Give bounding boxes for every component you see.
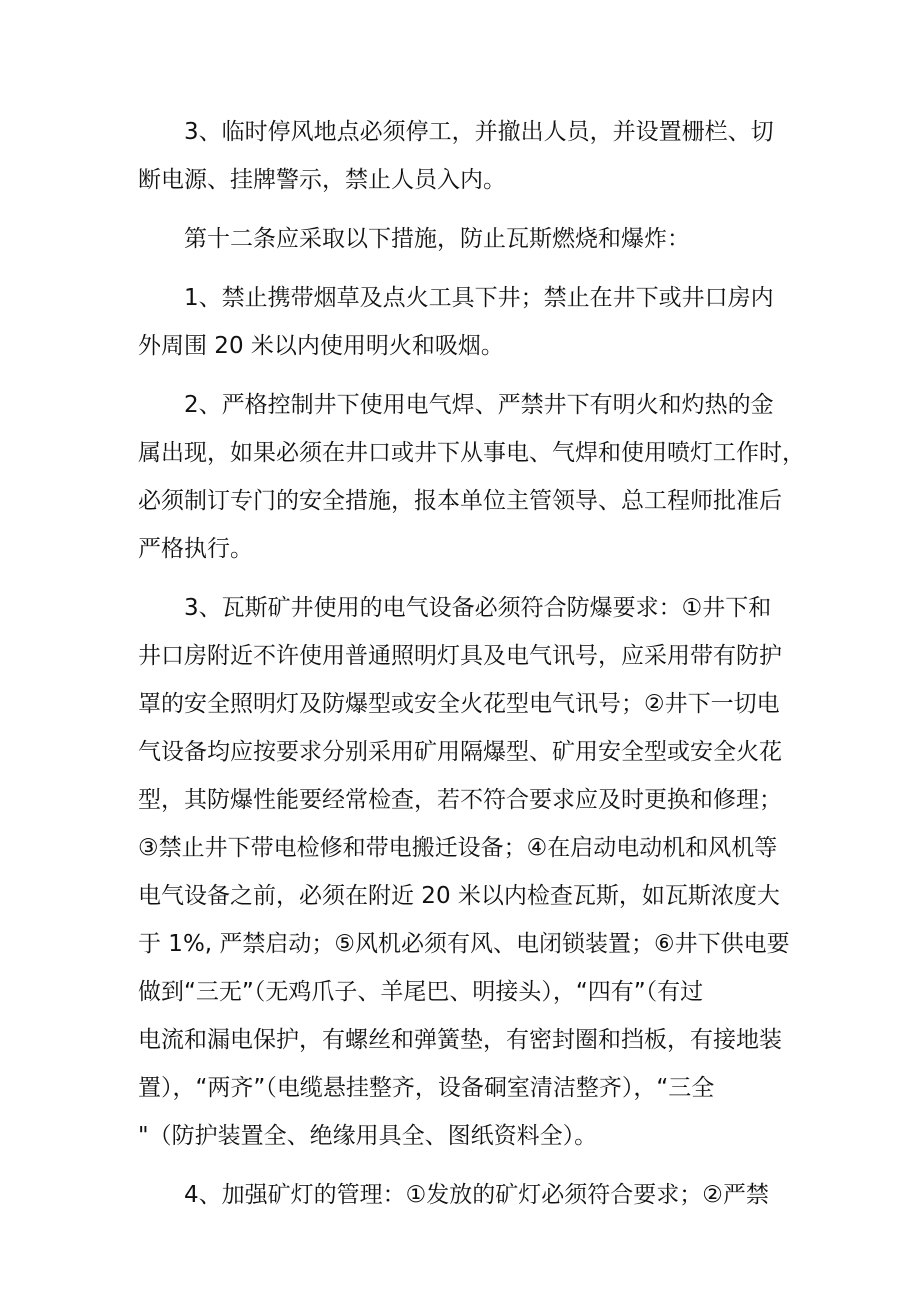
- paragraph-item-3-temporary-ventilation-stop: [138, 108, 784, 204]
- paragraph-line: 于 1%, 严禁启动；⑤风机必须有风、电闭锁装置；⑥井下供电要: [138, 931, 790, 957]
- paragraph-gap: [138, 1160, 784, 1171]
- paragraph-line: 气设备均应按要求分别采用矿用隔爆型、矿用安全型或安全火花: [138, 739, 782, 765]
- paragraph-first-line: 1、禁止携带烟草及点火工具下井；禁止在井下或井口房内: [184, 285, 774, 311]
- paragraph-line: 必须制订专门的安全措施，报本单位主管领导、总工程师批准后: [138, 488, 782, 514]
- paragraph-first-line: 4、加强矿灯的管理：①发放的矿灯必须符合要求；②严禁: [184, 1182, 769, 1208]
- paragraph-item-4-lamp-management: [138, 1171, 784, 1219]
- paragraph-first-line: 2、严格控制井下使用电气焊、严禁井下有明火和灼热的金: [184, 392, 774, 418]
- document-body: [138, 108, 805, 1219]
- paragraph-first-line: 3、临时停风地点必须停工，并撤出人员，并设置栅栏、切: [184, 119, 774, 145]
- paragraph-article-12-heading: [138, 215, 784, 263]
- paragraph-gap: [138, 263, 784, 274]
- paragraph-item-1-no-smoking: [138, 274, 784, 370]
- paragraph-gap: [138, 573, 784, 584]
- paragraph-line: 置），“两齐”（电缆悬挂整齐，设备硐室清洁整齐），“三全: [138, 1075, 715, 1101]
- paragraph-line: 型，其防爆性能要经常检查，若不符合要求应及时更换和修理；: [138, 787, 782, 813]
- paragraph-line: 属出现，如果必须在井口或井下从事电、气焊和使用喷灯工作时，: [138, 440, 805, 466]
- paragraph-first-line: 3、瓦斯矿井使用的电气设备必须符合防爆要求：①井下和: [184, 595, 772, 621]
- paragraph-gap: [138, 370, 784, 381]
- paragraph-gap: [138, 204, 784, 215]
- paragraph-line: 电流和漏电保护，有螺丝和弹簧垫，有密封圈和挡板，有接地装: [138, 1027, 782, 1053]
- paragraph-line: 电气设备之前，必须在附近 20 米以内检查瓦斯，如瓦斯浓度大: [138, 883, 780, 909]
- paragraph-line: 严格执行。: [138, 536, 253, 562]
- paragraph-first-line: 第十二条应采取以下措施，防止瓦斯燃烧和爆炸：: [184, 226, 690, 252]
- paragraph-line: 做到“三无”（无鸡爪子、羊尾巴、明接头），“四有”（有过: [138, 979, 704, 1005]
- paragraph-line: "（防护装置全、绝缘用具全、图纸资料全）。: [138, 1123, 598, 1149]
- paragraph-line: 断电源、挂牌警示，禁止人员入内。: [138, 167, 506, 193]
- paragraph-line: 井口房附近不许使用普通照明灯具及电气讯号，应采用带有防护: [138, 643, 782, 669]
- paragraph-line: 外周围 20 米以内使用明火和吸烟。: [138, 333, 504, 359]
- paragraph-line: ③禁止井下带电检修和带电搬迁设备；④在启动电动机和风机等: [138, 835, 778, 861]
- paragraph-line: 罩的安全照明灯及防爆型或安全火花型电气讯号；②井下一切电: [138, 691, 780, 717]
- paragraph-item-2-welding-control: [138, 381, 805, 573]
- paragraph-item-3-explosion-proof-equipment: [138, 584, 790, 1160]
